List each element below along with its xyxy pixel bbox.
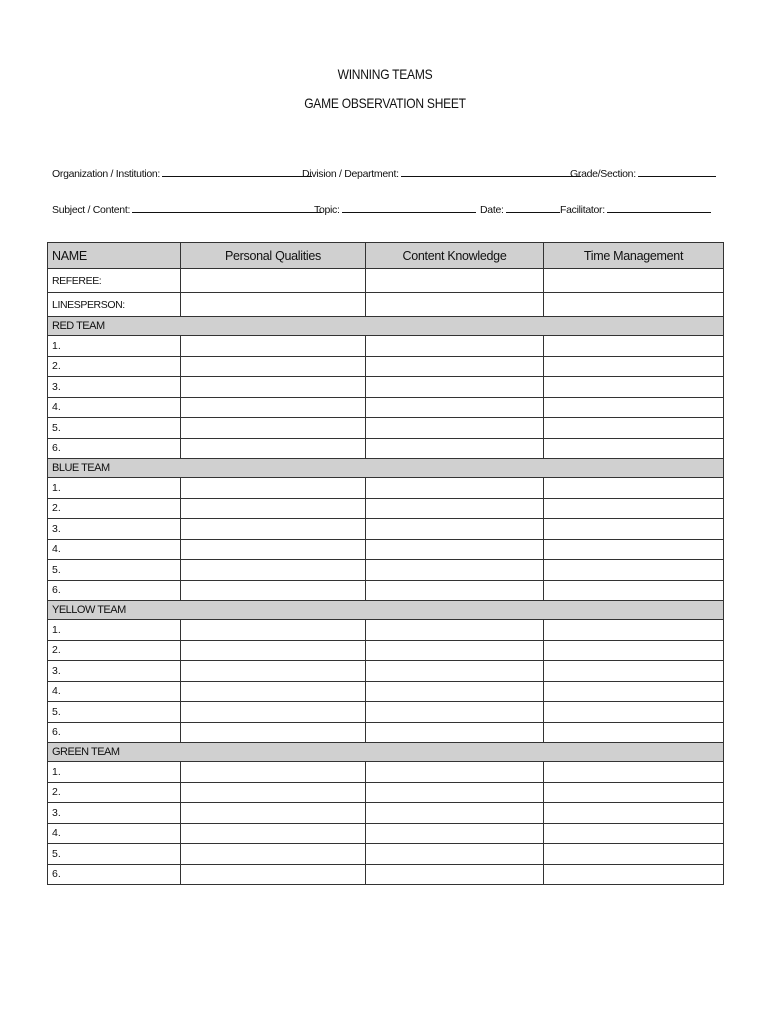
personal-qualities-cell[interactable]	[181, 823, 366, 844]
content-knowledge-cell[interactable]	[366, 397, 544, 418]
header-fields-row-1	[52, 166, 712, 186]
player-number: 4.	[48, 823, 181, 844]
table-row	[48, 620, 724, 641]
topic-blank[interactable]	[342, 202, 476, 213]
table-row	[48, 782, 724, 803]
subject-label: Subject / Content:	[52, 204, 131, 216]
time-management-cell[interactable]	[544, 640, 724, 661]
content-knowledge-cell[interactable]	[366, 803, 544, 824]
personal-qualities-cell[interactable]	[181, 356, 366, 377]
player-number: 5.	[48, 844, 181, 865]
personal-qualities-cell[interactable]	[181, 293, 366, 317]
personal-qualities-cell[interactable]	[181, 336, 366, 357]
time-management-cell[interactable]	[544, 580, 724, 601]
player-number: 5.	[48, 418, 181, 439]
player-number: 6.	[48, 864, 181, 885]
content-knowledge-cell[interactable]	[366, 782, 544, 803]
time-management-cell[interactable]	[544, 356, 724, 377]
time-management-cell[interactable]	[544, 702, 724, 723]
content-knowledge-cell[interactable]	[366, 864, 544, 885]
time-management-cell[interactable]	[544, 762, 724, 783]
content-knowledge-cell[interactable]	[366, 640, 544, 661]
time-management-cell[interactable]	[544, 782, 724, 803]
table-header-row	[48, 243, 724, 269]
team-header-blue-team	[48, 459, 724, 478]
team-header-red-team	[48, 317, 724, 336]
subject-field[interactable]	[52, 202, 322, 216]
time-management-cell[interactable]	[544, 269, 724, 293]
personal-qualities-cell[interactable]	[181, 269, 366, 293]
player-number: 1.	[48, 762, 181, 783]
table-row	[48, 803, 724, 824]
content-knowledge-cell[interactable]	[366, 356, 544, 377]
time-management-cell[interactable]	[544, 661, 724, 682]
grade-label: Grade/Section:	[570, 168, 636, 180]
grade-blank[interactable]	[638, 166, 716, 177]
header-fields-row-2	[52, 202, 712, 222]
personal-qualities-cell[interactable]	[181, 539, 366, 560]
table-row	[48, 438, 724, 459]
subject-blank[interactable]	[132, 202, 322, 213]
organization-field[interactable]	[52, 166, 312, 180]
personal-qualities-cell[interactable]	[181, 498, 366, 519]
date-blank[interactable]	[506, 202, 560, 213]
personal-qualities-cell[interactable]	[181, 782, 366, 803]
personal-qualities-cell[interactable]	[181, 620, 366, 641]
time-management-cell[interactable]	[544, 823, 724, 844]
organization-label: Organization / Institution:	[52, 168, 161, 180]
table-row-linesperson	[48, 293, 724, 317]
player-number: 6.	[48, 580, 181, 601]
table-row	[48, 356, 724, 377]
document-subtitle: GAME OBSERVATION SHEET	[304, 95, 466, 111]
table-row	[48, 478, 724, 499]
content-knowledge-cell[interactable]	[366, 418, 544, 439]
table-row	[48, 864, 724, 885]
table-row	[48, 580, 724, 601]
personal-qualities-cell[interactable]	[181, 478, 366, 499]
personal-qualities-cell[interactable]	[181, 560, 366, 581]
content-knowledge-cell[interactable]	[366, 681, 544, 702]
table-row	[48, 336, 724, 357]
player-number: 3.	[48, 377, 181, 398]
player-number: 4.	[48, 681, 181, 702]
content-knowledge-cell[interactable]	[366, 844, 544, 865]
personal-qualities-cell[interactable]	[181, 762, 366, 783]
table-row	[48, 661, 724, 682]
time-management-cell[interactable]	[544, 519, 724, 540]
personal-qualities-cell[interactable]	[181, 681, 366, 702]
time-management-cell[interactable]	[544, 681, 724, 702]
player-number: 2.	[48, 356, 181, 377]
time-management-cell[interactable]	[544, 336, 724, 357]
time-management-cell[interactable]	[544, 293, 724, 317]
organization-blank[interactable]	[162, 166, 312, 177]
personal-qualities-cell[interactable]	[181, 519, 366, 540]
player-number: 6.	[48, 438, 181, 459]
document-title: WINNING TEAMS	[337, 66, 433, 82]
content-knowledge-cell[interactable]	[366, 498, 544, 519]
table-row-referee	[48, 269, 724, 293]
personal-qualities-cell[interactable]	[181, 702, 366, 723]
content-knowledge-cell[interactable]	[366, 702, 544, 723]
player-number: 1.	[48, 478, 181, 499]
table-row	[48, 823, 724, 844]
content-knowledge-cell[interactable]	[366, 661, 544, 682]
facilitator-blank[interactable]	[607, 202, 711, 213]
time-management-cell[interactable]	[544, 397, 724, 418]
topic-field[interactable]	[314, 202, 476, 216]
player-number: 3.	[48, 803, 181, 824]
table-row	[48, 498, 724, 519]
content-knowledge-cell[interactable]	[366, 293, 544, 317]
personal-qualities-cell[interactable]	[181, 397, 366, 418]
personal-qualities-cell[interactable]	[181, 580, 366, 601]
table-row	[48, 844, 724, 865]
player-number: 1.	[48, 336, 181, 357]
personal-qualities-cell[interactable]	[181, 722, 366, 743]
team-name: BLUE TEAM	[48, 459, 724, 478]
column-header-content-knowledge: Content Knowledge	[366, 243, 544, 269]
personal-qualities-cell[interactable]	[181, 640, 366, 661]
player-number: 5.	[48, 702, 181, 723]
column-header-name: NAME	[48, 243, 181, 269]
table-row	[48, 762, 724, 783]
time-management-cell[interactable]	[544, 478, 724, 499]
content-knowledge-cell[interactable]	[366, 722, 544, 743]
division-field[interactable]	[302, 166, 581, 180]
content-knowledge-cell[interactable]	[366, 438, 544, 459]
player-number: 2.	[48, 640, 181, 661]
grade-field[interactable]	[570, 166, 716, 180]
personal-qualities-cell[interactable]	[181, 864, 366, 885]
time-management-cell[interactable]	[544, 377, 724, 398]
table-row	[48, 539, 724, 560]
team-name: GREEN TEAM	[48, 743, 724, 762]
role-label: REFEREE:	[48, 269, 181, 293]
content-knowledge-cell[interactable]	[366, 478, 544, 499]
table-row	[48, 418, 724, 439]
division-blank[interactable]	[401, 166, 581, 177]
time-management-cell[interactable]	[544, 803, 724, 824]
player-number: 4.	[48, 539, 181, 560]
facilitator-label: Facilitator:	[560, 204, 605, 216]
player-number: 2.	[48, 498, 181, 519]
content-knowledge-cell[interactable]	[366, 560, 544, 581]
table-row	[48, 397, 724, 418]
team-header-green-team	[48, 743, 724, 762]
team-header-yellow-team	[48, 601, 724, 620]
content-knowledge-cell[interactable]	[366, 519, 544, 540]
time-management-cell[interactable]	[544, 844, 724, 865]
table-row	[48, 519, 724, 540]
column-header-personal-qualities: Personal Qualities	[181, 243, 366, 269]
facilitator-field[interactable]	[560, 202, 711, 216]
table-row	[48, 681, 724, 702]
player-number: 6.	[48, 722, 181, 743]
time-management-cell[interactable]	[544, 864, 724, 885]
personal-qualities-cell[interactable]	[181, 803, 366, 824]
topic-label: Topic:	[314, 204, 340, 216]
column-header-time-management: Time Management	[544, 243, 724, 269]
content-knowledge-cell[interactable]	[366, 762, 544, 783]
table-row	[48, 722, 724, 743]
time-management-cell[interactable]	[544, 438, 724, 459]
content-knowledge-cell[interactable]	[366, 539, 544, 560]
personal-qualities-cell[interactable]	[181, 661, 366, 682]
content-knowledge-cell[interactable]	[366, 823, 544, 844]
time-management-cell[interactable]	[544, 722, 724, 743]
time-management-cell[interactable]	[544, 498, 724, 519]
date-label: Date:	[480, 204, 504, 216]
content-knowledge-cell[interactable]	[366, 580, 544, 601]
date-field[interactable]	[480, 202, 560, 216]
personal-qualities-cell[interactable]	[181, 844, 366, 865]
content-knowledge-cell[interactable]	[366, 336, 544, 357]
team-name: YELLOW TEAM	[48, 601, 724, 620]
division-label: Division / Department:	[302, 168, 399, 180]
content-knowledge-cell[interactable]	[366, 269, 544, 293]
personal-qualities-cell[interactable]	[181, 438, 366, 459]
player-number: 3.	[48, 661, 181, 682]
table-row	[48, 640, 724, 661]
table-row	[48, 377, 724, 398]
player-number: 5.	[48, 560, 181, 581]
table-row	[48, 560, 724, 581]
player-number: 2.	[48, 782, 181, 803]
content-knowledge-cell[interactable]	[366, 620, 544, 641]
player-number: 3.	[48, 519, 181, 540]
content-knowledge-cell[interactable]	[366, 377, 544, 398]
role-label: LINESPERSON:	[48, 293, 181, 317]
player-number: 1.	[48, 620, 181, 641]
player-number: 4.	[48, 397, 181, 418]
time-management-cell[interactable]	[544, 418, 724, 439]
table-row	[48, 702, 724, 723]
time-management-cell[interactable]	[544, 560, 724, 581]
personal-qualities-cell[interactable]	[181, 377, 366, 398]
time-management-cell[interactable]	[544, 539, 724, 560]
observation-table	[47, 242, 724, 885]
time-management-cell[interactable]	[544, 620, 724, 641]
personal-qualities-cell[interactable]	[181, 418, 366, 439]
team-name: RED TEAM	[48, 317, 724, 336]
